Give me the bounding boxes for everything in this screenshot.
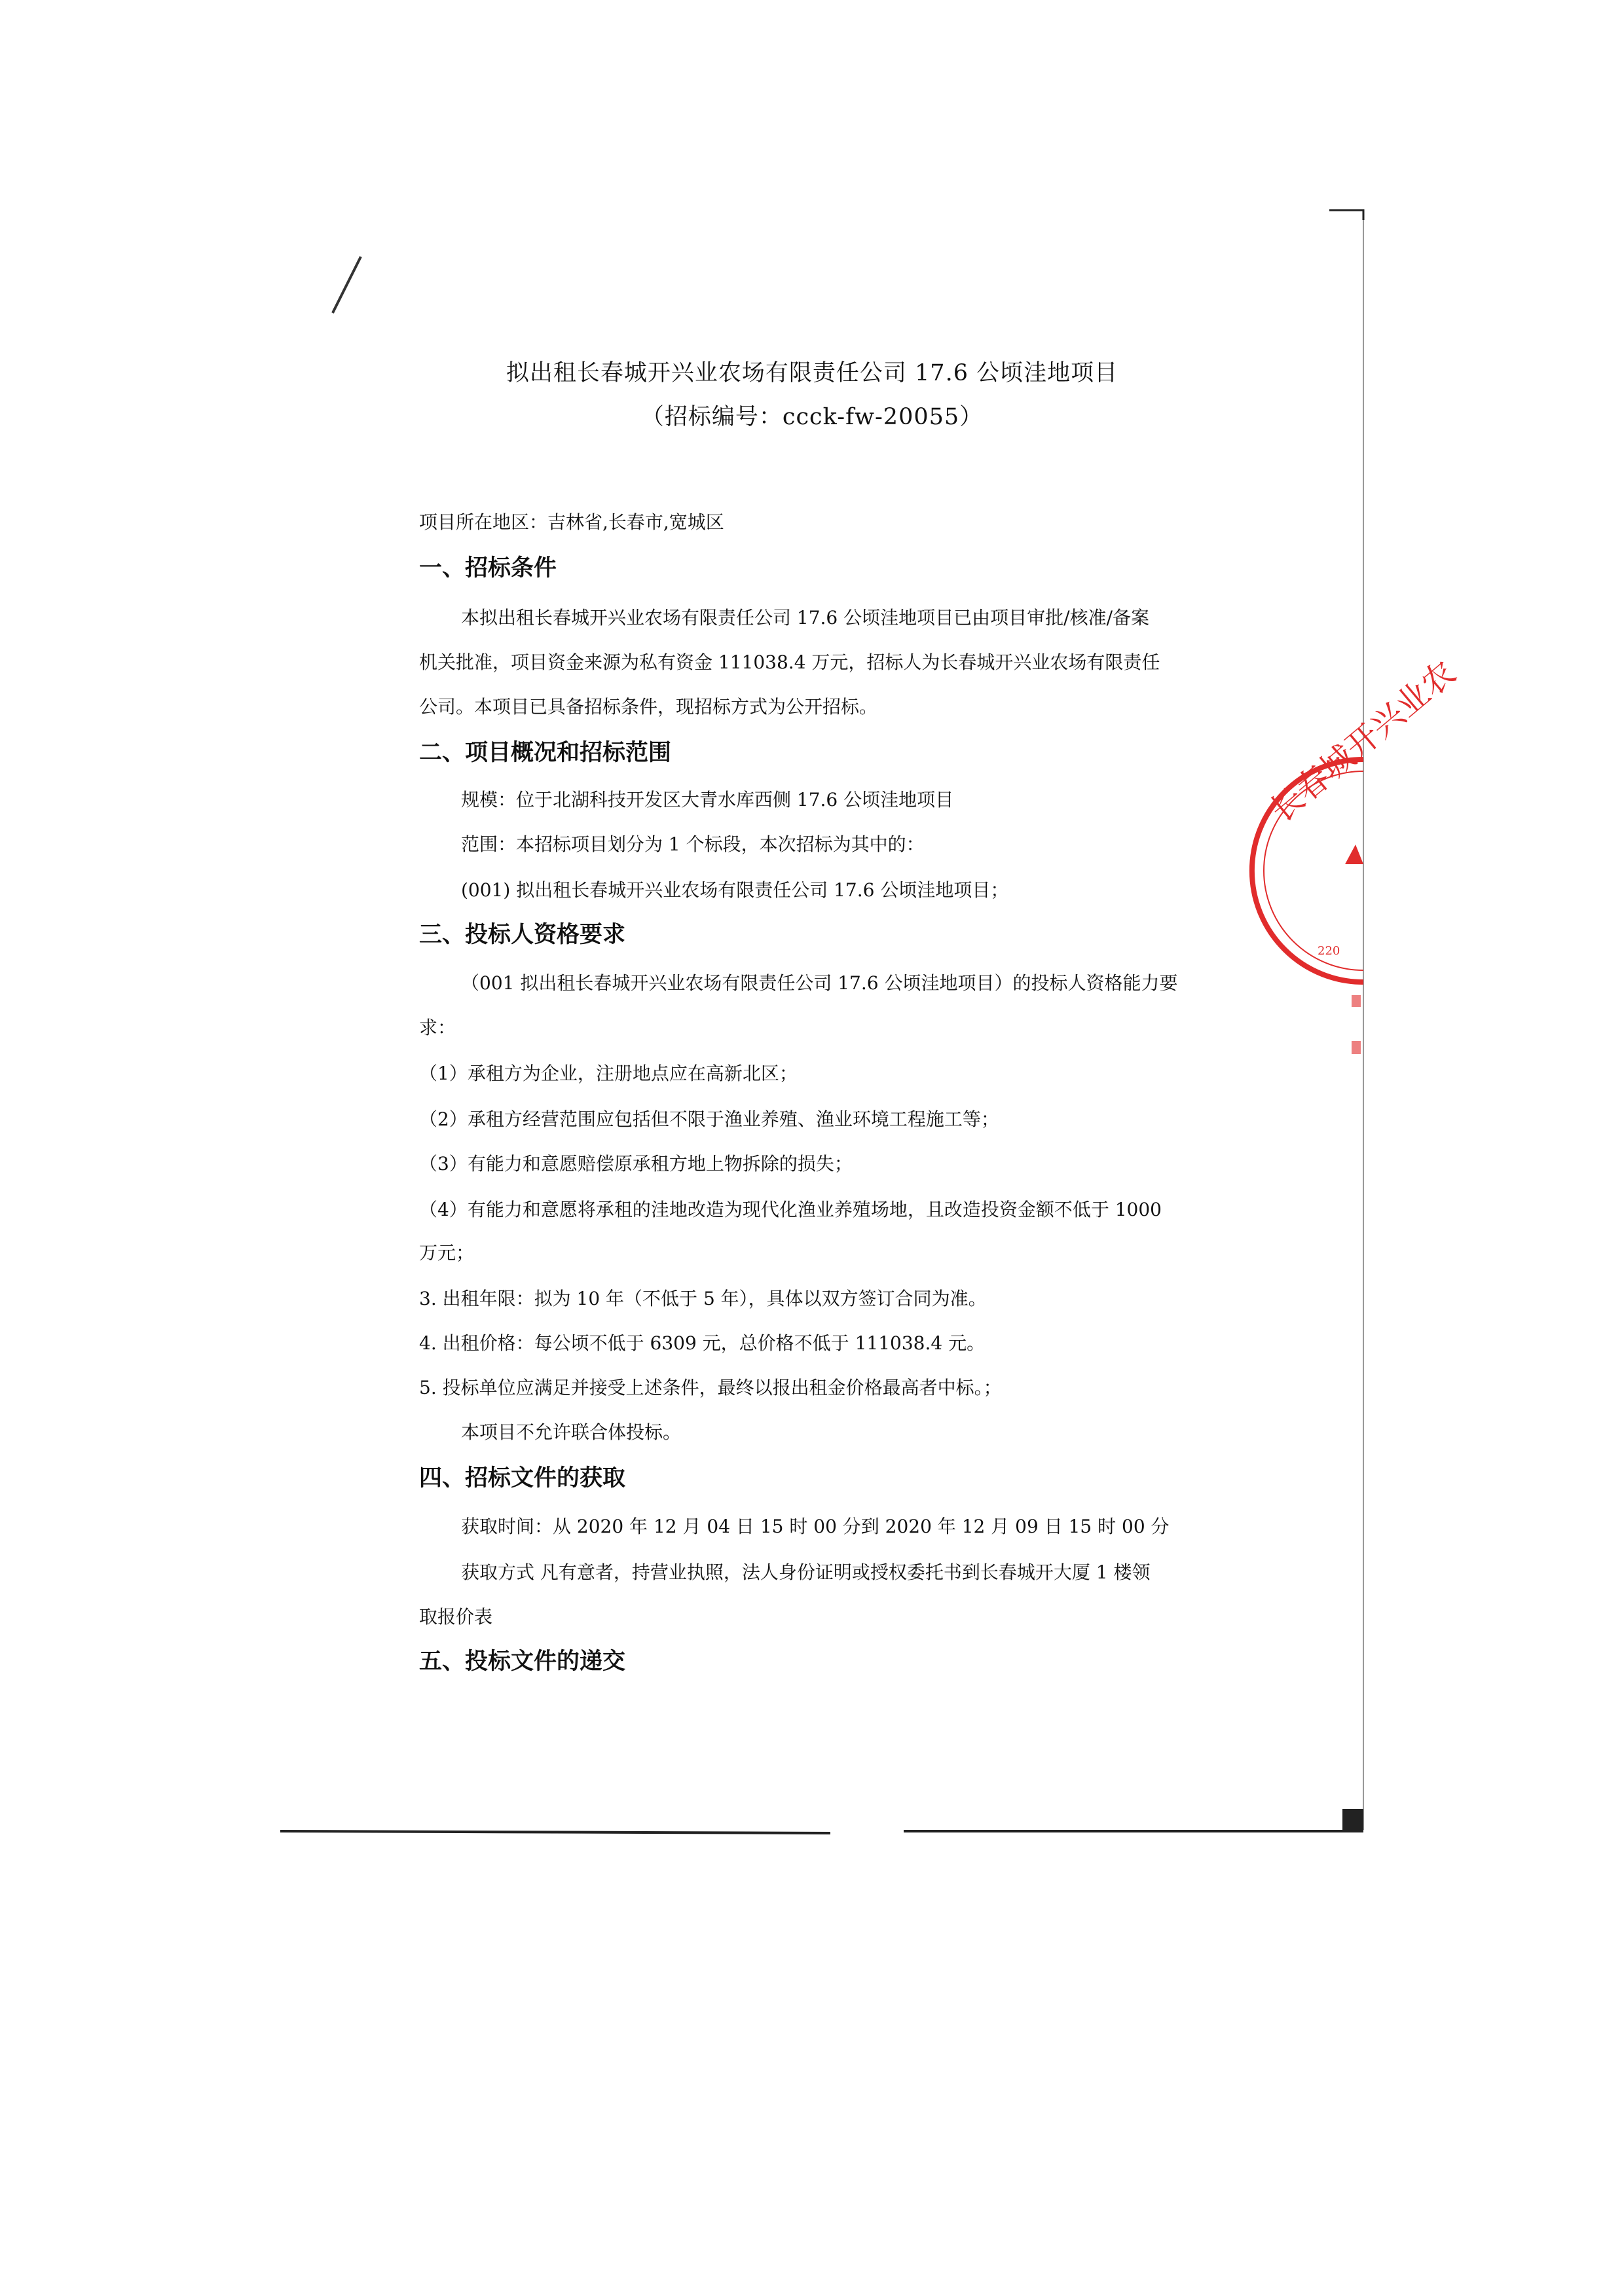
section-heading-3: 三、投标人资格要求	[419, 922, 626, 948]
list-item: 3. 出租年限：拟为 10 年（不低于 5 年），具体以双方签订合同为准。	[419, 1288, 987, 1309]
paragraph-line: 求：	[419, 1017, 456, 1038]
tender-number: （招标编号：ccck-fw-20055）	[640, 404, 984, 430]
section-heading-5: 五、投标文件的递交	[419, 1649, 626, 1675]
paragraph-line: 本项目不允许联合体投标。	[461, 1421, 682, 1443]
paragraph-line: 范围：本招标项目划分为 1 个标段，本次招标为其中的：	[461, 833, 925, 855]
list-item: （4）有能力和意愿将承租的洼地改造为现代化渔业养殖场地，且改造投资金额不低于 1000	[419, 1199, 1162, 1220]
paragraph-line: （001 拟出租长春城开兴业农场有限责任公司 17.6 公顷洼地项目）的投标人资格能力要	[461, 972, 1178, 994]
paragraph-line: (001) 拟出租长春城开兴业农场有限责任公司 17.6 公顷洼地项目；	[461, 879, 1009, 901]
list-item: 4. 出租价格：每公顷不低于 6309 元，总价格不低于 111038.4 元。	[419, 1332, 986, 1354]
document-title: 拟出租长春城开兴业农场有限责任公司 17.6 公顷洼地项目	[506, 360, 1118, 386]
paragraph-line: 获取时间：从 2020 年 12 月 04 日 15 时 00 分到 2020 年 12 月 09 日 15 时 00 分	[461, 1516, 1170, 1537]
list-item: （1）承租方为企业，注册地点应在高新北区；	[419, 1063, 798, 1084]
section-heading-2: 二、项目概况和招标范围	[419, 740, 672, 766]
paragraph-line: 取报价表	[419, 1606, 493, 1628]
list-item: 5. 投标单位应满足并接受上述条件，最终以报出租金价格最高者中标。；	[419, 1377, 1002, 1398]
svg-text:长春城开兴业农: 长春城开兴业农	[1263, 653, 1463, 830]
svg-text:220: 220	[1318, 944, 1340, 958]
section-heading-1: 一、招标条件	[419, 555, 557, 581]
paragraph-line: 获取方式 凡有意者，持营业执照，法人身份证明或授权委托书到长春城开大厦 1 楼领	[461, 1561, 1151, 1583]
section-heading-4: 四、招标文件的获取	[419, 1465, 626, 1491]
list-item: （2）承租方经营范围应包括但不限于渔业养殖、渔业环境工程施工等；	[419, 1108, 999, 1130]
paragraph-line: 机关批准，项目资金来源为私有资金 111038.4 万元，招标人为长春城开兴业农场有限责任	[419, 651, 1160, 673]
list-item: （3）有能力和意愿赔偿原承租方地上物拆除的损失；	[419, 1153, 853, 1175]
paragraph-line: 公司。本项目已具备招标条件，现招标方式为公开招标。	[419, 696, 878, 718]
project-location: 项目所在地区：吉林省,长春市,宽城区	[419, 511, 724, 533]
paragraph-line: 万元；	[419, 1242, 475, 1264]
paragraph-line: 规模：位于北湖科技开发区大青水库西侧 17.6 公顷洼地项目	[461, 789, 954, 811]
paragraph-line: 本拟出租长春城开兴业农场有限责任公司 17.6 公顷洼地项目已由项目审批/核准/备案	[461, 607, 1150, 629]
